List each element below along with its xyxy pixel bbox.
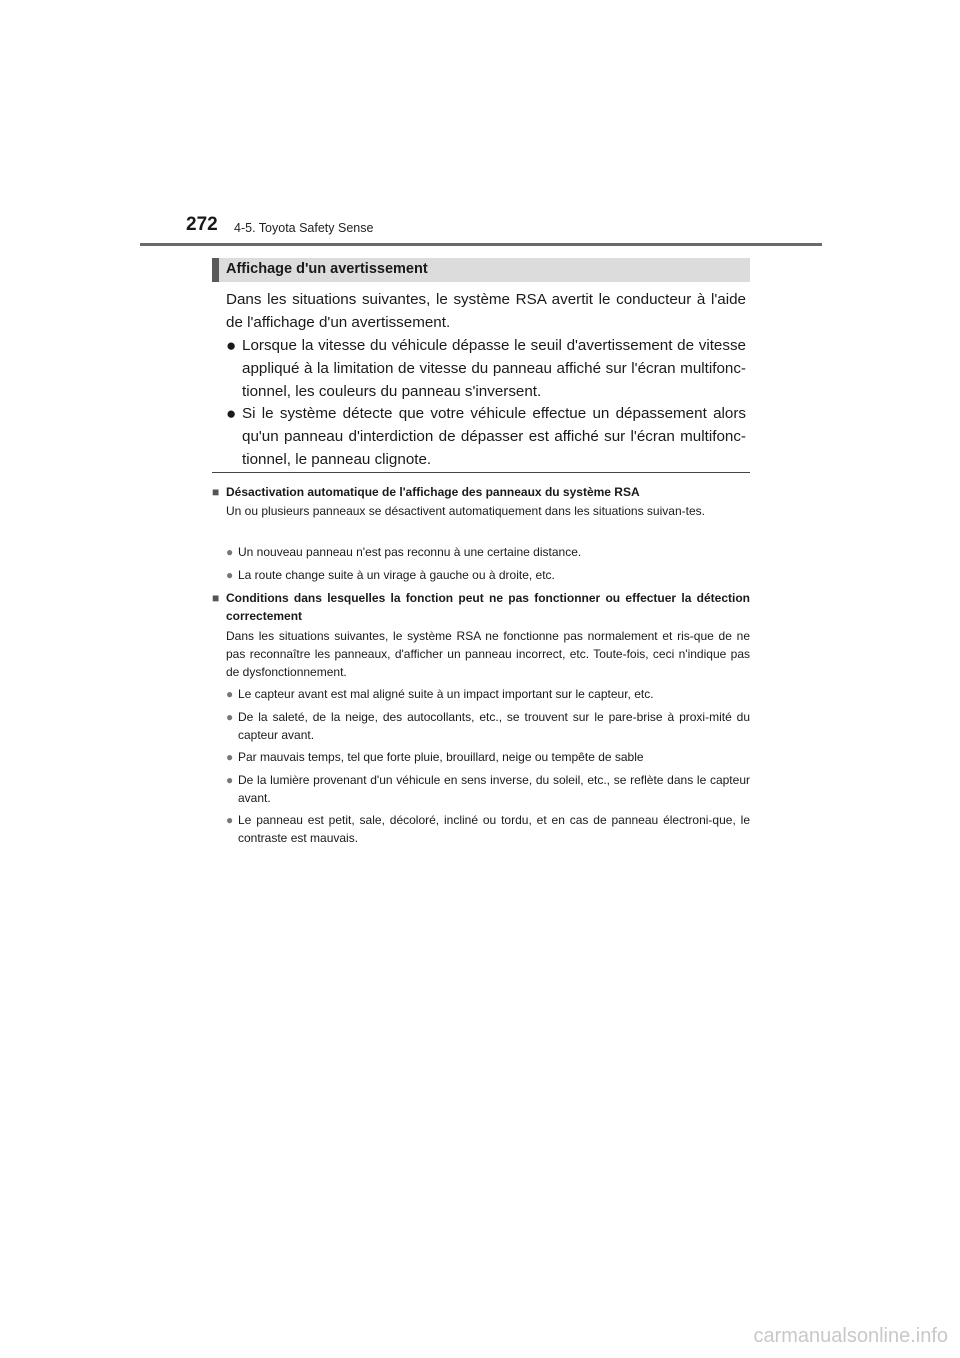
header-rule xyxy=(140,243,822,246)
breadcrumb: 4-5. Toyota Safety Sense xyxy=(234,221,374,235)
square-bullet-icon: ■ xyxy=(212,485,220,499)
section-title: Affichage d'un avertissement xyxy=(226,261,428,277)
note-heading-text: Conditions dans lesquelles la fonction peut ne pas fonctionner ou effectuer la détection correctement xyxy=(226,591,750,623)
note-bullet xyxy=(226,566,750,584)
bullet-icon: ● xyxy=(226,710,234,724)
section-intro: Dans les situations suivantes, le système RSA avertit le conducteur à l'aide de l'affichage d'un avertissement. xyxy=(226,291,746,331)
watermark: carmanualsonline.info xyxy=(753,1325,948,1347)
section-header xyxy=(212,258,750,282)
note-text: Dans les situations suivantes, le système RSA ne fonctionne pas normalement et ris-que de ne pas reconnaître les panneaux, d'afficher un panneau incorrect, etc. Toute-fois, ceci n'indique pas de dysfonctionnement. xyxy=(226,629,750,679)
note-bullet xyxy=(226,771,750,807)
bullet-icon: ● xyxy=(226,336,237,355)
square-bullet-icon: ■ xyxy=(212,591,220,605)
bullet-icon: ● xyxy=(226,813,234,827)
note-bullet-text: Le capteur avant est mal aligné suite à un impact important sur le capteur, etc. xyxy=(238,687,654,701)
note-bullet-text: De la lumière provenant d'un véhicule en sens inverse, du soleil, etc., se reflète dans le capteur avant. xyxy=(238,773,750,805)
bullet-icon: ● xyxy=(226,687,234,701)
note-bullet-text: De la saleté, de la neige, des autocollants, etc., se trouvent sur le pare-brise à proxi-mité du capteur avant. xyxy=(238,710,750,742)
bullet-text: Si le système détecte que votre véhicule effectue un dépassement alors qu'un panneau d'interdiction de dépasser est affiché sur l'écran multifonc-tionnel, le panneau clignote. xyxy=(242,405,746,468)
note-bullet-text: La route change suite à un virage à gauche ou à droite, etc. xyxy=(238,568,555,582)
note-heading xyxy=(212,483,750,501)
note-bullet-text: Le panneau est petit, sale, décoloré, incliné ou tordu, et en cas de panneau électroni-que, le contraste est mauvais. xyxy=(238,813,750,845)
separator-rule xyxy=(212,472,750,473)
note-bullet xyxy=(226,811,750,847)
bullet-icon: ● xyxy=(226,773,234,787)
note-bullet xyxy=(226,708,750,744)
note-bullet xyxy=(226,685,750,703)
note-text: Un ou plusieurs panneaux se désactivent automatiquement dans les situations suivan-tes. xyxy=(226,504,705,518)
note-bullet xyxy=(226,543,750,561)
note-bullet-text: Par mauvais temps, tel que forte pluie, brouillard, neige ou tempête de sable xyxy=(238,750,644,764)
bullet-text: Lorsque la vitesse du véhicule dépasse le seuil d'avertissement de vitesse appliqué à la limitation de vitesse du panneau affiché sur l'écran multifonc-tionnel, les couleurs du panneau s'inversent. xyxy=(242,337,746,400)
note-heading-text: Désactivation automatique de l'affichage des panneaux du système RSA xyxy=(226,485,640,499)
bullet-icon: ● xyxy=(226,545,234,559)
section-bullet xyxy=(226,334,746,403)
bullet-icon: ● xyxy=(226,568,234,582)
note-bullet-text: Un nouveau panneau n'est pas reconnu à une certaine distance. xyxy=(238,545,582,559)
section-bullet xyxy=(226,402,746,471)
bullet-icon: ● xyxy=(226,750,234,764)
note-heading xyxy=(212,589,750,625)
page-number: 272 xyxy=(186,214,218,235)
bullet-icon: ● xyxy=(226,404,237,423)
note-bullet xyxy=(226,748,750,766)
